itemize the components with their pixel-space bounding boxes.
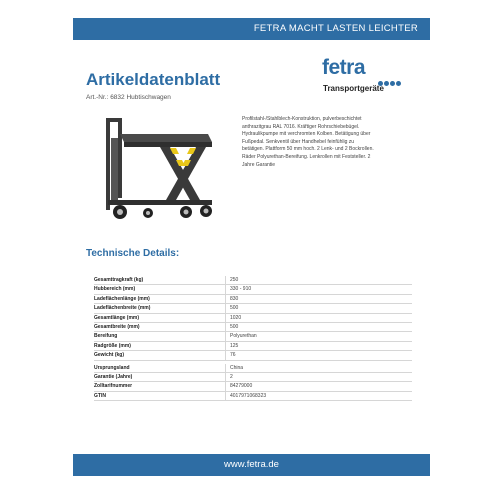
fetra-logo — [322, 56, 412, 96]
spec-label: GTIN — [94, 392, 106, 399]
specs-table — [94, 276, 412, 401]
spec-label: Gewicht (kg) — [94, 352, 125, 359]
spec-row — [94, 304, 412, 313]
spec-label: Ursprungsland — [94, 364, 130, 371]
spec-label: Hubbereich (mm) — [94, 286, 136, 293]
description-line: Hydraulikpumpe mit verchromten Kolben. Betätigung über — [242, 131, 371, 138]
spec-value: 1020 — [230, 314, 242, 321]
spec-value: 2 — [230, 373, 233, 380]
product-image — [100, 112, 218, 224]
spec-value: 830 — [230, 295, 239, 302]
footer-banner — [73, 454, 430, 476]
technical-details-heading: Technische Details: — [86, 248, 180, 259]
description-line: Profilstahl-/Stahlblech-Konstruktion, pulverbeschichtet — [242, 116, 362, 122]
spec-row — [94, 373, 412, 382]
spec-value: China — [230, 364, 244, 371]
spec-label: Gesamtbreite (mm) — [94, 323, 140, 330]
article-number: Art.-Nr.: 6832 Hubtischwagen — [86, 94, 171, 101]
description-line: anthrazitgrau RAL 7016. Kräftiger Rohrschiebebügel. — [242, 123, 360, 130]
spec-value: 84279000 — [230, 383, 253, 390]
spec-row — [94, 392, 412, 401]
spec-label: Ladeflächenbreite (mm) — [94, 305, 151, 312]
spec-row — [94, 323, 412, 332]
spec-label: Garantie (Jahre) — [94, 373, 133, 380]
description-line: betätigen. Plattform 50 mm hoch. 2 Lenk- und 2 Bockrollen. — [242, 146, 374, 153]
product-description — [242, 116, 412, 169]
spec-value: Polyurethan — [230, 333, 257, 340]
spec-row — [94, 342, 412, 351]
spec-row — [94, 332, 412, 341]
spec-row — [94, 295, 412, 304]
spec-label: Gesamtlänge (mm) — [94, 314, 140, 321]
spec-label: Zolltarifnummer — [94, 383, 133, 390]
spec-label: Gesamttragkraft (kg) — [94, 277, 144, 283]
spec-value: 500 — [230, 305, 239, 312]
spec-value: 76 — [230, 352, 236, 359]
spec-label: Bereifung — [94, 333, 118, 340]
spec-value: 125 — [230, 342, 239, 349]
description-line: Jahre Garantie — [242, 161, 276, 168]
spec-value: 330 - 910 — [230, 286, 252, 293]
spec-row — [94, 351, 412, 360]
spec-row — [94, 285, 412, 294]
spec-label: Radgröße (mm) — [94, 342, 131, 349]
header-banner — [73, 18, 430, 40]
spec-value: 250 — [230, 277, 239, 283]
logo-subtitle: Transportgeräte — [323, 84, 384, 93]
spec-value: 4017971068323 — [230, 392, 267, 399]
description-line: Räder Polyurethan-Bereifung. Lenkrollen mit Feststeller. 2 — [242, 153, 371, 160]
spec-row — [94, 382, 412, 391]
spec-label: Ladeflächenlänge (mm) — [94, 295, 150, 302]
spec-value: 500 — [230, 323, 239, 330]
banner-slogan: FETRA MACHT LASTEN LEICHTER — [253, 23, 418, 34]
description-line: Fußpedal. Senkventil über Handhebel feinfühlig zu — [242, 138, 355, 145]
page-title: Artikeldatenblatt — [86, 70, 221, 89]
logo-wordmark: fetra — [322, 56, 366, 79]
spec-row — [94, 364, 412, 373]
footer-url-link[interactable]: www.fetra.de — [224, 459, 279, 470]
spec-row — [94, 314, 412, 323]
spec-row — [94, 276, 412, 285]
